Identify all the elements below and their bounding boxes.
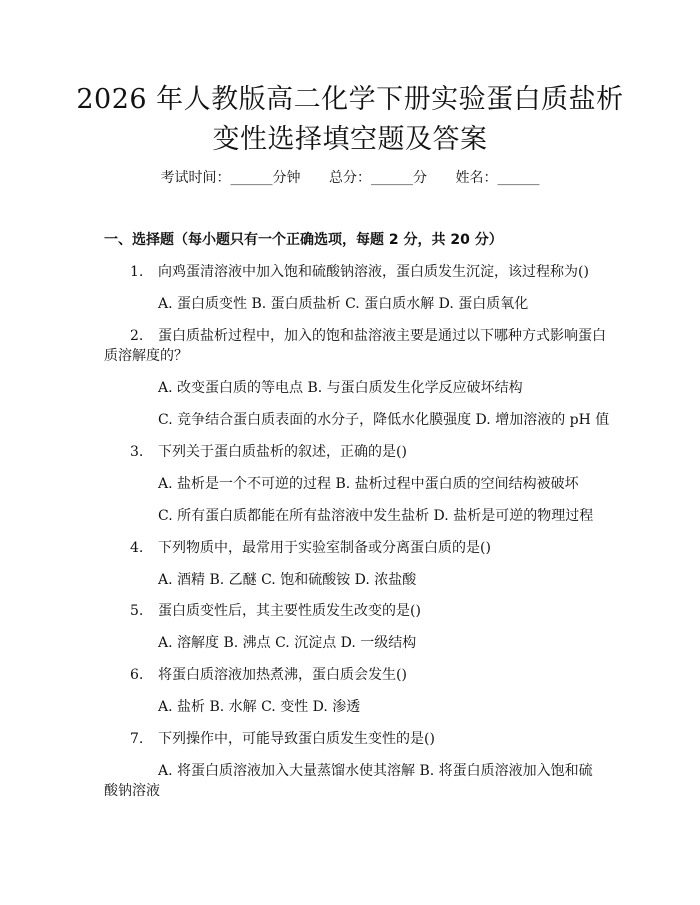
question-3-stem xyxy=(130,442,407,462)
section-heading: 一、选择题（每小题只有一个正确选项，每题 2 分，共 20 分） xyxy=(104,232,503,248)
question-4-options: A. 酒精 B. 乙醚 C. 饱和硫酸铵 D. 浓盐酸 xyxy=(158,572,417,588)
question-2-options-row-2: C. 竞争结合蛋白质表面的水分子，降低水化膜强度 D. 增加溶液的 pH 值 xyxy=(158,412,610,428)
question-1-options: A. 蛋白质变性 B. 蛋白质盐析 C. 蛋白质水解 D. 蛋白质氧化 xyxy=(158,296,529,312)
question-7-options-continued: 酸钠溶液 xyxy=(104,783,160,799)
question-text: 下列操作中，可能导致蛋白质发生变性的是() xyxy=(158,731,435,747)
question-number: 6. xyxy=(130,667,144,683)
question-1-stem xyxy=(130,262,589,282)
exam-name: 姓名：______ xyxy=(455,170,540,186)
question-text: 将蛋白质溶液加热煮沸，蛋白质会发生() xyxy=(158,667,407,683)
question-text: 蛋白质变性后，其主要性质发生改变的是() xyxy=(158,603,421,619)
question-2-options-row-1: A. 改变蛋白质的等电点 B. 与蛋白质发生化学反应破坏结构 xyxy=(158,380,523,396)
question-number: 2. xyxy=(130,328,144,344)
question-text: 蛋白质盐析过程中，加入的饱和盐溶液主要是通过以下哪种方式影响蛋白 xyxy=(158,328,606,344)
question-3-options-row-1: A. 盐析是一个不可逆的过程 B. 盐析过程中蛋白质的空间结构被破坏 xyxy=(158,476,579,492)
question-7-options: A. 将蛋白质溶液加入大量蒸馏水使其溶解 B. 将蛋白质溶液加入饱和硫 xyxy=(158,763,593,779)
question-3-options-row-2: C. 所有蛋白质都能在所有盐溶液中发生盐析 D. 盐析是可逆的物理过程 xyxy=(158,508,594,524)
question-6-options: A. 盐析 B. 水解 C. 变性 D. 渗透 xyxy=(158,699,361,715)
question-5-options: A. 溶解度 B. 沸点 C. 沉淀点 D. 一级结构 xyxy=(158,635,417,651)
question-2-stem-continued: 质溶解度的？ xyxy=(104,348,188,364)
question-7-stem xyxy=(130,729,435,749)
question-number: 1. xyxy=(130,264,144,280)
question-4-stem xyxy=(130,538,491,558)
question-number: 7. xyxy=(130,731,144,747)
document-title-line-2: 变性选择填空题及答案 xyxy=(212,124,488,155)
question-text: 向鸡蛋清溶液中加入饱和硫酸钠溶液，蛋白质发生沉淀，该过程称为() xyxy=(158,264,589,280)
question-number: 4. xyxy=(130,540,144,556)
exam-meta xyxy=(0,168,700,188)
question-text: 下列关于蛋白质盐析的叙述，正确的是() xyxy=(158,444,407,460)
question-6-stem xyxy=(130,665,407,685)
question-text: 下列物质中，最常用于实验室制备或分离蛋白质的是() xyxy=(158,540,491,556)
question-number: 5. xyxy=(130,603,144,619)
question-5-stem xyxy=(130,601,421,621)
exam-total-score: 总分：______分 xyxy=(329,170,427,186)
document-title-line-1: 2026 年人教版高二化学下册实验蛋白质盐析 xyxy=(76,84,624,115)
question-number: 3. xyxy=(130,444,144,460)
exam-time: 考试时间：______分钟 xyxy=(160,170,301,186)
question-2-stem xyxy=(130,326,606,346)
